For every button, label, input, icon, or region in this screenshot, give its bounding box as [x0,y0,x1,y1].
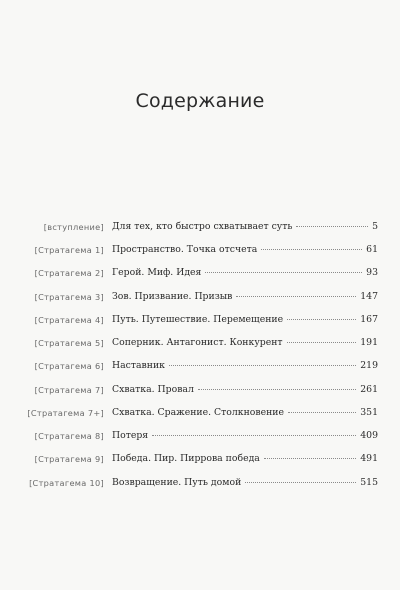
toc-row-title: Схватка. Сражение. Столкновение [112,407,285,418]
toc-row-label: [Стратагема 7+] [27,408,104,418]
dot-leader [169,365,356,366]
toc-row-title: Победа. Пир. Пиррова победа [112,453,260,464]
toc-row-title: Путь. Путешествие. Перемещение [112,314,284,325]
toc-row-page-number: 409 [360,430,378,441]
dot-leader [261,249,362,250]
toc-row-label: [Стратагема 9] [34,454,104,464]
toc-row-title: Для тех, кто быстро схватывает суть [112,221,293,232]
toc-row-page-number: 167 [360,314,378,325]
toc-row-page-number: 351 [360,407,378,418]
toc-row-stratagem-8[interactable] [0,430,400,446]
toc-row-stratagem-1[interactable] [0,244,400,260]
toc-row-label: [Стратагема 3] [34,292,104,302]
toc-row-stratagem-2[interactable] [0,267,400,283]
toc-entry [112,244,378,255]
toc-entry [112,430,378,441]
toc-row-title: Возвращение. Путь домой [112,477,242,488]
dot-leader [287,342,357,343]
page-title: Содержание [135,90,265,112]
toc-entry [112,314,378,325]
toc-row-label: [Стратагема 6] [34,361,104,371]
toc-entry [112,384,378,395]
toc-row-stratagem-10[interactable] [0,477,400,493]
toc-entry [112,360,378,371]
toc-row-page-number: 261 [360,384,378,395]
toc-row-page-number: 191 [360,337,378,348]
dot-leader [287,319,356,320]
toc-row-label: [Стратагема 5] [34,338,104,348]
toc-row-page-number: 5 [372,221,378,232]
dot-leader [296,226,368,227]
toc-row-stratagem-3[interactable] [0,291,400,307]
toc-row-stratagem-4[interactable] [0,314,400,330]
toc-row-page-number: 515 [360,477,378,488]
toc-row-introduction[interactable] [0,221,400,237]
toc-row-label: [Стратагема 8] [34,431,104,441]
toc-row-title: Герой. Миф. Идея [112,267,202,278]
toc-row-label: [Стратагема 10] [29,478,104,488]
toc-row-stratagem-5[interactable] [0,337,400,353]
dot-leader [264,458,356,459]
dot-leader [152,435,356,436]
toc-entry [112,337,378,348]
toc-entry [112,477,378,488]
toc-row-page-number: 93 [366,267,378,278]
toc-row-page-number: 147 [360,291,378,302]
toc-row-label: [вступление] [43,222,104,232]
toc-entry [112,453,378,464]
toc-row-label: [Стратагема 7] [34,385,104,395]
toc-row-title: Пространство. Точка отсчета [112,244,258,255]
toc-row-title: Наставник [112,360,165,371]
toc-row-page-number: 219 [360,360,378,371]
toc-row-label: [Стратагема 4] [34,315,104,325]
toc-row-label: [Стратагема 2] [34,268,104,278]
dot-leader [245,482,356,483]
dot-leader [198,389,356,390]
toc-row-stratagem-6[interactable] [0,360,400,376]
toc-row-stratagem-9[interactable] [0,453,400,469]
toc-row-title: Потеря [112,430,149,441]
toc-row-label: [Стратагема 1] [34,245,104,255]
toc-row-stratagem-7[interactable] [0,384,400,400]
toc-row-title: Зов. Призвание. Призыв [112,291,233,302]
toc-row-page-number: 61 [366,244,378,255]
toc-entry [112,221,378,232]
dot-leader [236,296,356,297]
toc-row-title: Соперник. Антагонист. Конкурент [112,337,283,348]
toc-entry [112,407,378,418]
dot-leader [205,272,362,273]
toc-row-title: Схватка. Провал [112,384,194,395]
toc-row-stratagem-7-plus[interactable] [0,407,400,423]
dot-leader [288,412,356,413]
toc-row-page-number: 491 [360,453,378,464]
toc-entry [112,267,378,278]
toc-entry [112,291,378,302]
